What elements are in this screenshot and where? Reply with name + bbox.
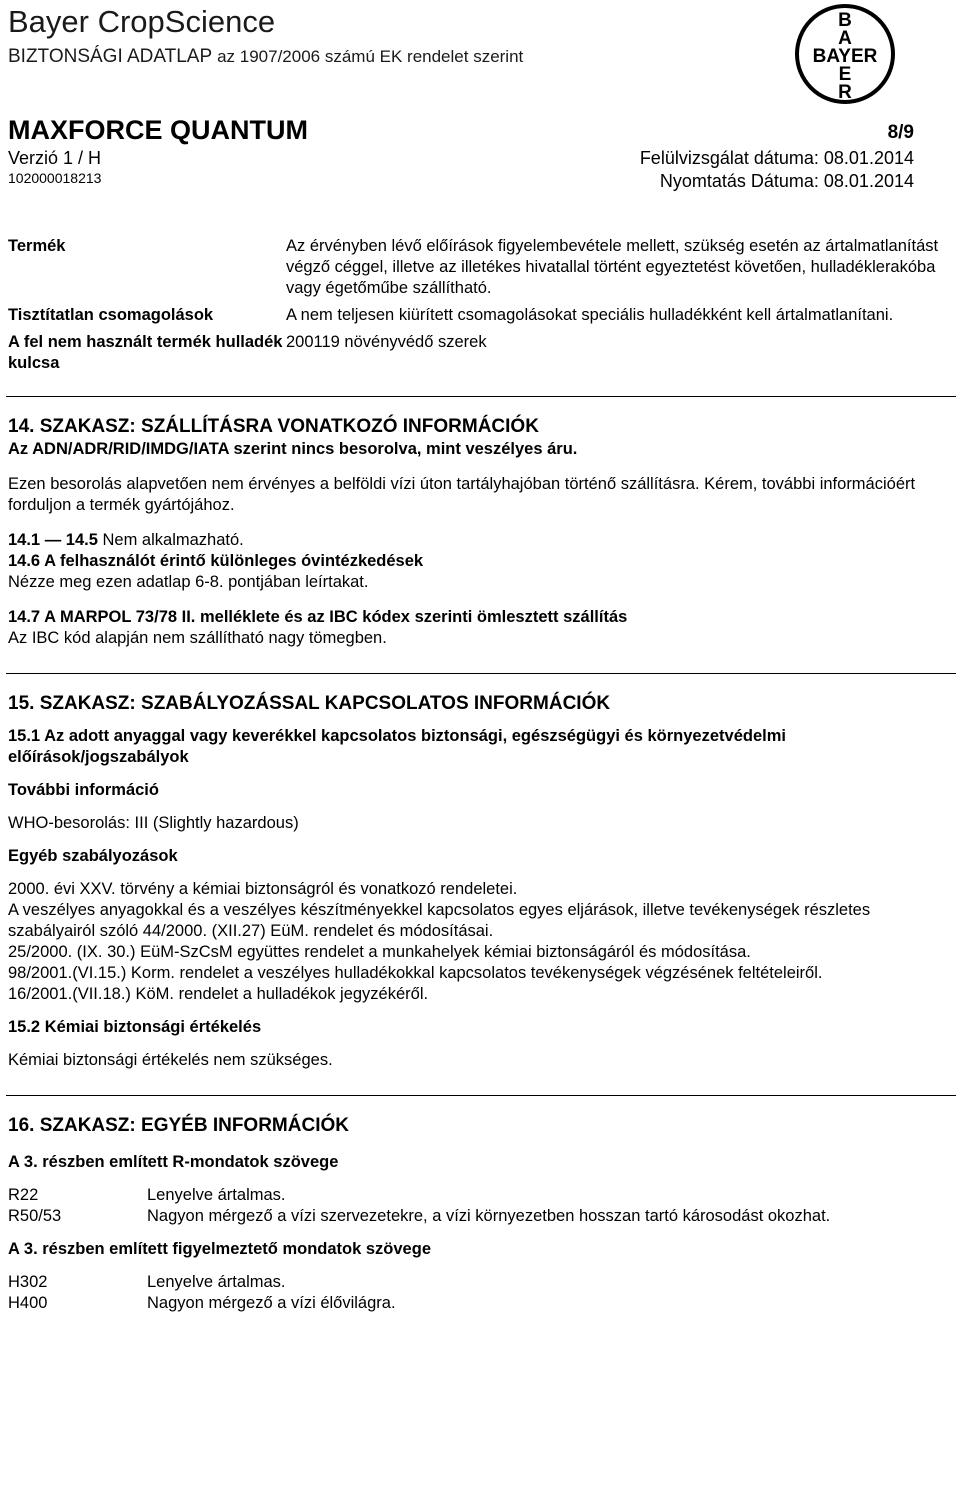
svg-text:B: B — [838, 10, 852, 31]
section-divider — [6, 396, 956, 397]
document-body — [8, 236, 954, 1314]
document-type-title: BIZTONSÁGI ADATLAP — [8, 46, 212, 67]
waste-key-label: A fel nem használt termék hulladék kulcsa — [8, 333, 283, 372]
document-number: 102000018213 — [8, 170, 102, 186]
h-phrases-title: A 3. részben említett figyelmeztető mondatok szövege — [8, 1240, 431, 1258]
regulation-item: 2000. évi XXV. törvény a kémiai biztonságról és vonatkozó rendeletei. — [8, 880, 518, 898]
section-14-7-title: 14.7 A MARPOL 73/78 II. melléklete és az IBC kódex szerinti ömlesztett szállítás — [8, 608, 628, 626]
page-number: 8/9 — [887, 122, 914, 143]
regulation-item: 16/2001.(VII.18.) KöM. rendelet a hulladékok jegyzékéről. — [8, 985, 429, 1003]
regulations-list — [8, 879, 954, 1005]
product-disposal-text: Az érvényben lévő előírások figyelembevétele mellett, szükség esetén az ártalmatlanítást végző céggel, illetve az illetékes hivatallal történt egyeztetést követően, hulladéklerakóba vagy égetőműbe szállítható. — [286, 237, 939, 297]
h-phrase-text: Nagyon mérgező a vízi élővilágra. — [147, 1294, 396, 1312]
svg-text:BAYER: BAYER — [812, 46, 878, 67]
version: Verzió 1 / H — [8, 148, 102, 168]
r-phrase-text: Lenyelve ártalmas. — [147, 1186, 286, 1204]
section-15-2-title: 15.2 Kémiai biztonsági értékelés — [8, 1018, 262, 1036]
r-phrases-list — [8, 1185, 954, 1227]
section-divider — [6, 673, 956, 674]
section-14-note: Ezen besorolás alapvetően nem érvényes a belföldi vízi úton tartályhajóban történő szállításra. Kérem, további információért forduljon a termék gyártójához. — [8, 475, 916, 514]
h-phrase-code: H400 — [8, 1294, 48, 1312]
document-type — [8, 45, 523, 69]
h-phrase-text: Lenyelve ártalmas. — [147, 1273, 286, 1291]
review-date: Felülvizsgálat dátuma: 08.01.2014 — [639, 148, 914, 168]
section-16-title: 16. SZAKASZ: EGYÉB INFORMÁCIÓK — [8, 1115, 349, 1136]
regulation-reference: az 1907/2006 számú EK rendelet szerint — [217, 47, 524, 66]
waste-key-text: 200119 növényvédő szerek — [286, 333, 487, 351]
section-15-title: 15. SZAKASZ: SZABÁLYOZÁSSAL KAPCSOLATOS INFORMÁCIÓK — [8, 693, 611, 714]
product-name: MAXFORCE QUANTUM — [8, 115, 308, 145]
section-14-1-5 — [8, 530, 954, 551]
svg-text:A: A — [838, 28, 852, 49]
section-15-2-text: Kémiai biztonsági értékelés nem szükséges. — [8, 1051, 333, 1069]
company-name: Bayer CropScience — [8, 4, 276, 39]
section-14-title: 14. SZAKASZ: SZÁLLÍTÁSRA VONATKOZÓ INFORMÁCIÓK — [8, 416, 539, 437]
svg-text:R: R — [838, 82, 852, 103]
h-phrase-code: H302 — [8, 1273, 48, 1291]
bayer-cross-logo — [794, 3, 896, 105]
who-classification: WHO-besorolás: III (Slightly hazardous) — [8, 814, 299, 832]
packaging-disposal-text: A nem teljesen kiürített csomagolásokat speciális hulladékként kell ártalmatlanítani. — [286, 306, 894, 324]
disposal-table — [8, 236, 954, 374]
r-phrase-text: Nagyon mérgező a vízi szervezetekre, a vízi környezetben hosszan tartó károsodást okozhat. — [147, 1207, 831, 1225]
other-regulations-label: Egyéb szabályozások — [8, 847, 178, 865]
h-phrases-list — [8, 1272, 954, 1314]
section-14-1-5-text: Nem alkalmazható. — [102, 531, 244, 549]
section-14-6-title: 14.6 A felhasználót érintő különleges óvintézkedések — [8, 552, 424, 570]
packaging-label: Tisztítatlan csomagolások — [8, 306, 214, 324]
regulation-item: 98/2001.(VI.15.) Korm. rendelet a veszélyes hulladékokkal kapcsolatos tevékenységek végzésének feltételeiről. — [8, 964, 823, 982]
section-divider — [6, 1095, 956, 1096]
product-label: Termék — [8, 237, 66, 255]
regulation-item: A veszélyes anyagokkal és a veszélyes készítményekkel kapcsolatos egyes eljárások, illetve tevékenységek részletes szabályairól szóló 44/2000. (XII.27) EüM. rendelet és módosításai. — [8, 901, 871, 940]
svg-text:E: E — [838, 64, 852, 85]
further-info-label: További információ — [8, 781, 159, 799]
r-phrase-code: R50/53 — [8, 1207, 62, 1225]
r-phrases-title: A 3. részben említett R-mondatok szövege — [8, 1153, 339, 1171]
document-header — [0, 0, 960, 200]
r-phrase-code: R22 — [8, 1186, 39, 1204]
regulation-item: 25/2000. (IX. 30.) EüM-SzCsM együttes rendelet a munkahelyek kémiai biztonságáról és módosítása. — [8, 943, 751, 961]
section-14-1-5-label: 14.1 — 14.5 — [8, 531, 98, 549]
section-14-7-text: Az IBC kód alapján nem szállítható nagy tömegben. — [8, 629, 387, 647]
section-14-subtitle: Az ADN/ADR/RID/IMDG/IATA szerint nincs besorolva, mint veszélyes áru. — [8, 440, 578, 458]
section-15-1-title: 15.1 Az adott anyaggal vagy keverékkel kapcsolatos biztonsági, egészségügyi és környezetvédelmi előírások/jogszabályok — [8, 727, 786, 766]
print-date: Nyomtatás Dátuma: 08.01.2014 — [659, 171, 914, 191]
section-14-6-text: Nézze meg ezen adatlap 6-8. pontjában leírtakat. — [8, 573, 369, 591]
